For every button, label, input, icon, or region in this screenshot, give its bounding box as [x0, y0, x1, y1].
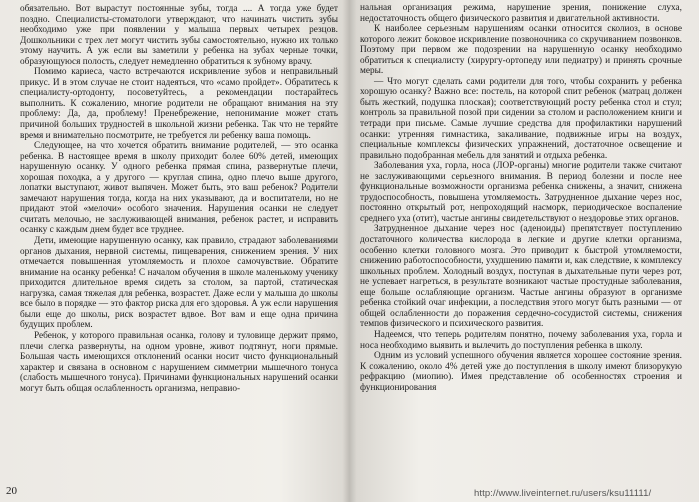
page-number: 20 — [6, 485, 17, 497]
paragraph: Затрудненное дыхание через нос (аденоиды) препятствует поступлению достаточного количества кислорода в легкие и другие клетки организма, особенно клетки головного мозга. Это приводит к быстрой утомляемости, снижению работоспособности, ухудшению памяти и, как следствие, к комплексу школьных проблем. Холодный воздух, поступая в дыхательные пути через рот, не успевает нагреться, в результате возникают частые простудные заболевания, еще больше ослабляющие организм. Частые ангины образуют в организме ребенка стойкий очаг инфекции, а последствия этого могут быть разными — от общей ослабленности до поражения сердечно-сосудистой системы, снижения темпов физического и психического развития. — [360, 224, 682, 330]
left-page — [20, 0, 338, 502]
right-page — [360, 0, 682, 502]
paragraph: обязательно. Вот вырастут постоянные зубы, тогда .... А тогда уже будет поздно. Специалисты-стоматологи утверждают, что начинать чистить зубы необходимо уже при появлении у малыша первых четырех резцов. Дошкольники с трех лет могут чистить зубы самостоятельно, нужно их только этому научить. А уж если вы заметили у ребенка на зубах черные точки, образующуюся полость, следует немедленно обратиться к зубному врачу. — [20, 4, 338, 67]
paragraph: — Что могут сделать сами родители для того, чтобы сохранить у ребенка хорошую осанку? Важно все: постель, на которой спит ребенок (матрац должен быть жесткий, подушка плоская); соответствующий росту ребенка стол и стул; контроль за правильной позой при сидении за столом и расположением книги и тетради при письме. Самые лучшие средства для профилактики нарушений осанки: утренняя гимнастика, закаливание, подвижные игры на воздух, специальные комплексы физических упражнений, достаточное освещение и правильно подобранная мебель для занятий и отдыха ребенка. — [360, 76, 682, 161]
paragraph: Следующее, на что хочется обратить внимание родителей, — это осанка ребенка. В настоящее время в школу приходит более 60% детей, имеющих нарушенную осанку. У одного ребенка прямая спина, развернутые плечи, хорошая походка, а у другого — круглая спина, одно плечо выше другого, лопатки выступают, живот выпячен. Может быть, это ваш ребенок? Родители замечают нарушения тогда, когда на них указывают, да и воспитатели, но не придают этой «мелочи» особого значения. Нарушения осанки не следует считать мелочью, не заслуживающей внимания, ребенок растет, и исправить осанку с каждым днем будет все труднее. — [20, 141, 338, 236]
watermark-url: http://www.liveinternet.ru/users/ksu11111/ — [474, 488, 652, 499]
paragraph: Заболевания уха, горла, носа (ЛОР-органы) многие родители также считают не заслуживающими серьезного внимания. В период болезни и после нее функциональные возможности организма ребенка снижены, а значит, снижена трудоспособность, повышена утомляемость. Затрудненное дыхание через нос, постоянно открытый рот, непроходящий насморк, периодическое воспаление среднего уха (отит), частые ангины свидетельствуют о нездоровье этих органов. — [360, 161, 682, 224]
paragraph: Дети, имеющие нарушенную осанку, как правило, страдают заболеваниями органов дыхания, нервной системы, пищеварения, снижением зрения. У них отмечается повышенная утомляемость и плохое самочувствие. Обратите внимание на осанку ребенка! С началом обучения в школе маленькому ученику приходится длительное время сидеть за столом, за партой, статическая нагрузка, самая тяжелая для ребенка, возрастет. Даже если у малыша до школы все было в порядке — это фактор риска для его здоровья. А уж если нарушения были еще до школы, риск возрастет вдвое. Вот вам и еще одна причина будущих проблем. — [20, 236, 338, 331]
right-page-text — [360, 0, 682, 393]
left-page-text — [20, 0, 338, 394]
paragraph: Одним из условий успешного обучения является хорошее состояние зрения. К сожалению, около 4% детей уже до поступления в школу имеют близорукую рефракцию (миопию). Имея представление об особенностях строения и функционирования — [360, 351, 682, 393]
paragraph: нальная организация режима, нарушение зрения, понижение слуха, недостаточность общего физического развития и двигательной активности. — [360, 3, 682, 24]
paragraph: К наиболее серьезным нарушениям осанки относится сколиоз, в основе которого лежит боковое искривление позвоночника со скручиванием позвонков. Поэтому при первом же подозрении на нарушенную осанку необходимо обратиться к специалисту (хирургу-ортопеду или педиатру) и принять срочные меры. — [360, 24, 682, 77]
paragraph: Надеемся, что теперь родителям понятно, почему заболевания уха, горла и носа необходимо выявить и вылечить до поступления ребенка в школу. — [360, 329, 682, 351]
paragraph: Ребенок, у которого правильная осанка, голову и туловище держит прямо, плечи слегка развернуты, на одном уровне, живот подтянут, ноги прямые. Большая часть имеющихся отклонений осанки носит чисто функциональный характер и связана в основном с нарушением симметрии мышечного тонуса (слабость мышечного тонуса). Причинами функциональных нарушений осанки могут быть общая ослабленность организма, неправио- — [20, 330, 338, 394]
paragraph: Помимо кариеса, часто встречаются искривление зубов и неправильный прикус. И в этом случае не стоит надеяться, что «само пройдет». Обратитесь к специалисту-ортодонту, посоветуйтесь, а рекомендации постарайтесь выполнить. К сожалению, многие родители не обращают внимания на эту проблему: Да, да, проблему! Пренебрежение, непонимание может стать причиной больших трудностей в школьной жизни ребенка. Так что не теряйте время и внимательно посмотрите, не требуется ли ребенку ваша помощь. — [20, 67, 338, 141]
